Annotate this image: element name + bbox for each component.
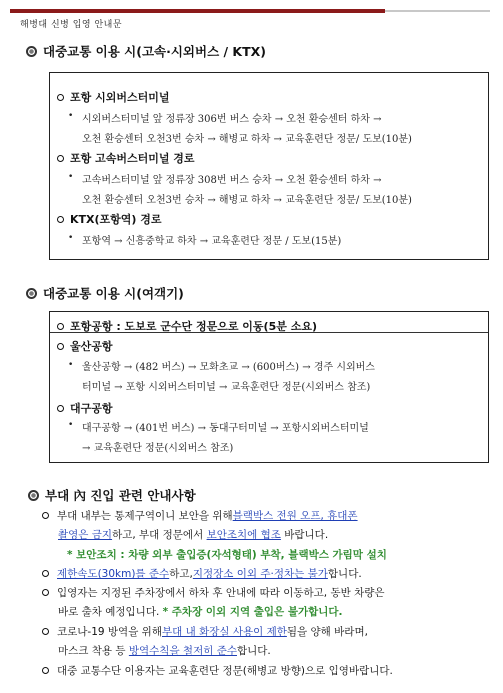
header-rule-red [10,9,385,13]
circle-bullet-icon [42,628,49,635]
circle-bullet-icon [42,589,49,596]
dot-bullet-icon: • [68,420,74,430]
header-rule [10,9,490,13]
route-1-title: 포항 시외버스터미널 [57,89,169,105]
notice-1-cont: 촬영은 금지하고, 부대 정문에서 보안조치에 협조 바랍니다. [58,529,329,541]
public-transport-box [49,72,489,260]
circle-bullet-icon [57,94,64,101]
ulsan-line-2: 터미널 → 포항 시외버스터미널 → 교육훈련단 정문(시외버스 참조) [82,382,371,393]
route-2-title: 포항 고속버스터미널 경로 [57,150,195,166]
circle-bullet-icon [28,490,39,501]
dot-bullet-icon: • [68,172,74,182]
route-1-line-1: 시외버스터미널 앞 정류장 306번 버스 승차 → 오천 환승센터 하차 → [82,114,382,125]
divider [50,332,488,333]
section-airplane-title: 대중교통 이용 시(여객기) [26,284,184,302]
ulsan-airport-title: 울산공항 [57,338,113,354]
doc-header-title: 해병대 신병 입영 안내문 [20,20,123,30]
daegu-line-1: 대구공항 → (401번 버스) → 동대구터미널 → 포항시외버스터미널 [82,423,369,434]
circle-bullet-icon [57,216,64,223]
notice-3: 입영자는 지정된 주차장에서 하차 후 안내에 따라 이동하고, 동반 차량은 [42,585,385,600]
circle-bullet-icon [57,343,64,350]
notice-4-cont: 마스크 착용 등 방역수칙을 철저히 준수합니다. [58,645,271,657]
circle-bullet-icon [42,570,49,577]
dot-bullet-icon: • [68,233,74,243]
circle-bullet-icon [42,512,49,519]
dot-bullet-icon: • [68,360,74,370]
notice-1: 부대 내부는 통제구역이니 보안을 위해 블랙박스 전원 오프, 휴대폰 [42,508,358,523]
route-3-line-1: 포항역 → 신흥중학교 하차 → 교육훈련단 정문 / 도보(15분) [82,236,342,247]
notice-3-cont: 바로 출차 예정입니다. * 주차장 이외 지역 출입은 불가합니다. [58,606,343,618]
route-3-title: KTX(포항역) 경로 [57,211,162,227]
section-notices-title: 부대 內 진입 관련 안내사항 [28,486,196,504]
route-1-line-2: 오천 환승센터 오천3번 승차 → 해병교 하차 → 교육훈련단 정문/ 도보(10분) [82,134,412,145]
circle-bullet-icon [57,323,64,330]
notice-4: 코로나-19 방역을 위해 부대 내 화장실 사용이 제한 됨을 양해 바라며, [42,624,368,639]
circle-bullet-icon [26,46,37,57]
daegu-line-2: → 교육훈련단 정문(시외버스 참조) [82,443,234,454]
route-2-line-2: 오천 환승센터 오천3번 승차 → 해병교 하차 → 교육훈련단 정문/ 도보(10분) [82,195,412,206]
circle-bullet-icon [42,667,49,674]
circle-bullet-icon [57,405,64,412]
notice-2: 제한속도(30km)를 준수 하고, 지정장소 이외 주·정차는 불가 합니다. [42,566,362,581]
section-public-transport-title: 대중교통 이용 시(고속·시외버스 / KTX) [26,42,266,60]
header-rule-gray [385,10,490,12]
circle-bullet-icon [57,155,64,162]
security-measure-note: * 보안조치 : 차량 외부 출입증(자석형태) 부착, 블랙박스 가림막 설치 [67,549,387,561]
circle-bullet-icon [26,288,37,299]
notice-5: 대중 교통수단 이용자는 교육훈련단 정문(해병교 방향)으로 입영바랍니다. [42,663,393,678]
airplane-box [49,311,489,463]
ulsan-line-1: 울산공항 → (482 버스) → 모화초교 → (600버스) → 경주 시외버스 [82,362,375,373]
pohang-airport-line: 포항공항 : 도보로 군수단 정문으로 이동(5분 소요) [57,318,317,334]
dot-bullet-icon: • [68,111,74,121]
notice-link: 블랙박스 전원 오프, 휴대폰 [232,510,358,522]
daegu-airport-title: 대구공항 [57,400,113,416]
route-2-line-1: 고속버스터미널 앞 정류장 308번 버스 승차 → 오천 환승센터 하차 → [82,175,382,186]
